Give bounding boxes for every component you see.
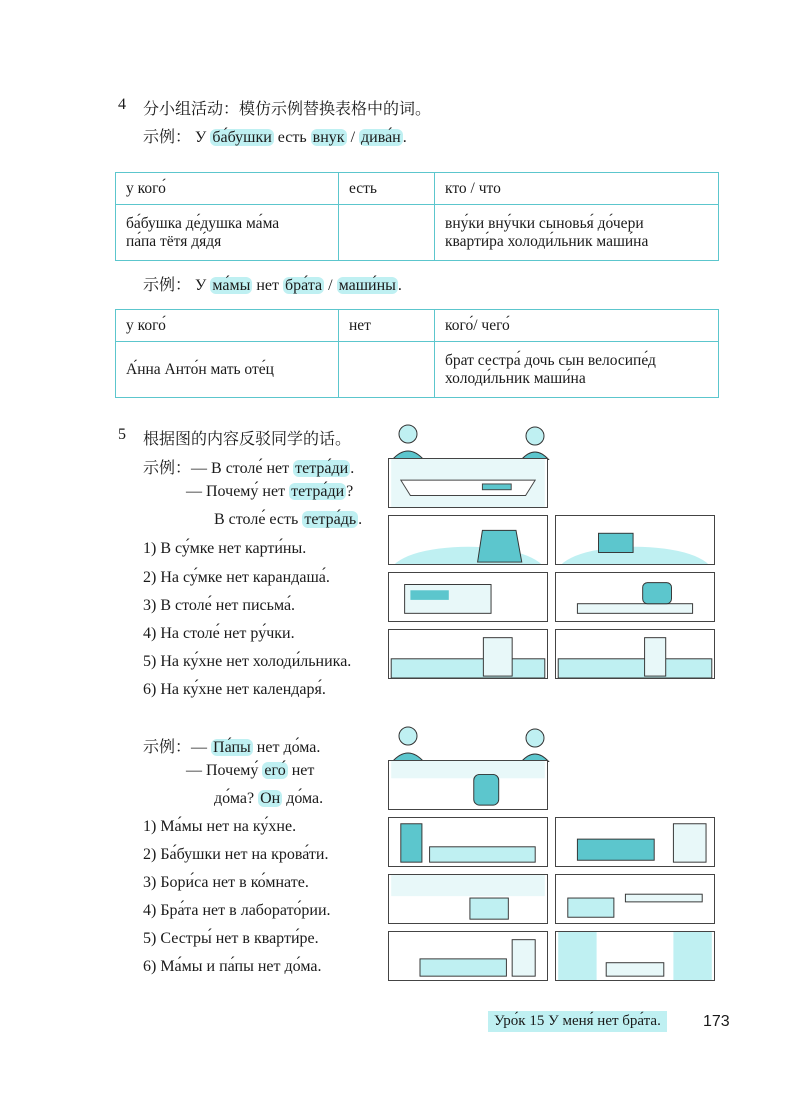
task5-itemB-6: 6) Ма́мы и па́пы нет до́ма. [143,958,322,975]
task5-itemA-3: 3) В столе́ нет письма́. [143,597,296,614]
task5-itemA-5: 5) На ку́хне нет холоди́льника. [143,653,352,670]
picture-table-2 [555,572,715,622]
example-text: до́ма. [286,790,324,807]
task4-example-2 [143,272,402,295]
picture-desk-example [388,458,548,508]
picture-kitchen-1 [388,629,548,679]
cell-line: ба́бушка де́душка ма́ма [126,214,280,232]
highlight-word: Па́пы [213,739,251,756]
task5-exampleA-line3 [214,511,362,529]
example-text: — В столе́ нет [191,460,290,477]
task5-exampleA-line2 [186,483,353,501]
task4-title: 分小组活动：模仿示例替换表格中的词。 [143,101,432,118]
highlight-word: тетра́дь [304,511,357,528]
task5-itemB-5: 5) Сестры́ нет в кварти́ре. [143,930,319,947]
example-text: — Почему́ нет [186,483,286,500]
table-header: у кого́ [116,310,339,342]
task5-number: 5 [118,426,126,443]
table-header: нет [339,310,435,342]
punctuation: ? [346,483,354,500]
example-word: нет [256,277,279,294]
highlight-word: тетра́ди [291,483,345,500]
picture-living-room-1 [555,931,715,981]
example-text: — Почему́ [186,762,259,779]
highlight-word: ба́бушки [212,129,272,146]
highlight-word: Он [260,790,281,807]
student-boy-illustration [515,722,555,762]
highlight-word: дива́н [361,129,401,146]
task5-exampleB-line1 [143,734,320,757]
cell-line: кварти́ра холоди́льник маши́на [445,232,649,250]
example-label: 示例： [143,460,192,477]
example-text: — [191,739,208,756]
picture-room-example [388,760,548,810]
task5-itemB-3: 3) Бори́са нет в ко́мнате. [143,874,309,891]
task4-example-1 [143,124,407,147]
highlight-word: тетра́ди [295,460,349,477]
punctuation: . [397,277,402,294]
table-cell: А́нна Анто́н мать оте́ц [116,342,339,398]
example-word: есть [277,129,307,146]
task5-exampleB-line3 [214,790,323,808]
punctuation: . [350,460,355,477]
cell-line: па́па тётя дя́дя [126,232,222,250]
picture-room-1 [388,874,548,924]
task5-itemA-1: 1) В су́мке нет карти́ны. [143,540,307,557]
picture-bedroom-1 [555,817,715,867]
cell-line: холоди́льник маши́на [445,369,586,387]
cell-line: брат сестра́ дочь сын велосипе́д [445,351,656,369]
highlight-word: его́ [264,762,286,779]
example-label: 示例： [143,277,192,294]
cell-line: вну́ки вну́чки сыновья́ до́чери [445,214,644,232]
page-number: 173 [703,1013,730,1030]
student-boy-illustration [515,420,555,460]
table-header: кого́/ чего́ [435,310,719,342]
task5-itemB-2: 2) Ба́бушки нет на крова́ти. [143,846,329,863]
task5-itemB-4: 4) Бра́та нет в лаборато́рии. [143,902,331,919]
picture-bag-1 [388,515,548,565]
table-cell [435,205,719,261]
task5-exampleA-line1 [143,455,354,478]
task5-itemA-4: 4) На столе́ нет ру́чки. [143,625,295,642]
task5-itemB-1: 1) Ма́мы нет на ку́хне. [143,818,297,835]
task5-exampleB-line2 [186,762,314,780]
table-cell [116,205,339,261]
task5-itemA-2: 2) На су́мке нет карандаша́. [143,569,330,586]
table-have [115,172,719,261]
table-header: кто / что [435,173,719,205]
example-word: У [195,277,207,294]
separator: / [350,129,356,146]
punctuation: . [358,511,363,528]
task4-number: 4 [118,96,126,113]
table-not-have [115,309,719,398]
highlight-word: ма́мы [212,277,251,294]
picture-bag-2 [555,515,715,565]
task5-title: 根据图的内容反驳同学的话。 [143,431,352,448]
picture-apartment-1 [388,931,548,981]
student-girl-illustration [380,722,440,762]
picture-kitchen-3 [388,817,548,867]
example-text: В столе́ есть [214,511,299,528]
lesson-footer: Уро́к 15 У меня́ нет бра́та. [488,1011,667,1032]
punctuation: . [402,129,407,146]
example-label: 示例： [143,129,192,146]
table-header: есть [339,173,435,205]
example-text: нет [291,762,315,779]
separator: / [328,277,333,294]
table-header: у кого́ [116,173,339,205]
highlight-word: бра́та [285,277,323,294]
student-girl-illustration [380,420,440,460]
example-text: до́ма? [214,790,255,807]
table-cell [339,205,435,261]
table-cell [339,342,435,398]
picture-drawer-1 [388,572,548,622]
example-label: 示例： [143,739,192,756]
highlight-word: внук [312,129,345,146]
example-text: нет до́ма. [256,739,321,756]
picture-kitchen-2 [555,629,715,679]
highlight-word: маши́ны [338,277,396,294]
table-cell [435,342,719,398]
example-word: У [195,129,207,146]
picture-lab-1 [555,874,715,924]
task5-itemA-6: 6) На ку́хне нет календаря́. [143,681,326,698]
